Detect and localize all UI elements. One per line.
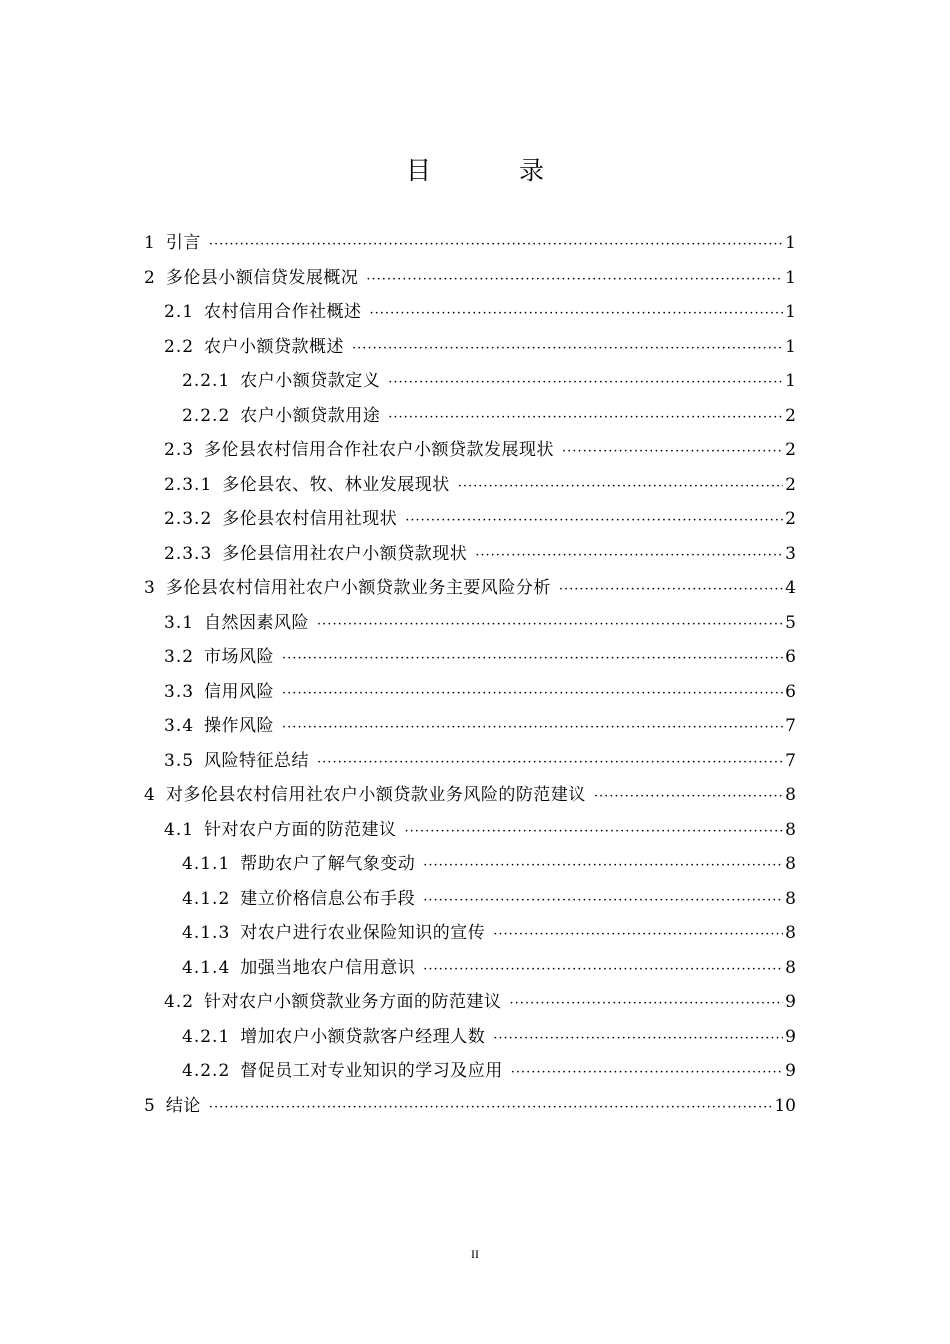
toc-entry-label: 风险特征总结	[204, 750, 310, 771]
toc-entry-page: 8	[785, 819, 796, 840]
toc-entry-number: 2.2	[164, 336, 195, 357]
toc-entry[interactable]	[144, 1054, 796, 1089]
toc-entry-label: 结论	[165, 1095, 201, 1116]
toc-entry-number: 4.1.1	[182, 854, 231, 874]
toc-entry-label: 多伦县农、牧、林业发展现状	[222, 474, 450, 495]
toc-entry-page: 7	[785, 716, 796, 736]
toc-dot-leader	[475, 539, 783, 574]
toc-entry[interactable]	[144, 468, 796, 503]
toc-entry[interactable]	[144, 330, 796, 365]
toc-entry-page: 1	[785, 302, 796, 322]
toc-entry-number: 2.3.3	[164, 543, 213, 564]
toc-entry-label: 对多伦县农村信用社农户小额贷款业务风险的防范建议	[165, 785, 586, 805]
toc-entry-number: 2.2.2	[182, 405, 231, 426]
toc-entry-page: 1	[785, 336, 796, 357]
toc-entry-label: 建立价格信息公布手段	[240, 888, 416, 909]
toc-dot-leader	[282, 711, 783, 746]
toc-entry-page: 8	[785, 888, 796, 909]
toc-entry[interactable]	[144, 261, 796, 296]
toc-entry-number: 3.2	[164, 647, 195, 667]
toc-entry[interactable]	[144, 606, 796, 641]
toc-entry-label: 多伦县农村信用社农户小额贷款业务主要风险分析	[165, 578, 551, 598]
toc-entry-page: 8	[785, 854, 796, 874]
toc-dot-leader	[317, 746, 783, 781]
toc-entry-page: 9	[785, 1026, 796, 1047]
toc-entry-label: 市场风险	[204, 647, 275, 667]
toc-entry-number: 2.3.2	[164, 509, 213, 529]
toc-entry-page: 8	[785, 785, 796, 805]
toc-entry-number: 3.1	[164, 612, 195, 633]
toc-entry-label: 农村信用合作社概述	[204, 302, 362, 322]
table-of-contents	[144, 226, 796, 1123]
toc-entry-number: 3.3	[164, 681, 195, 702]
toc-entry-number: 4.1.2	[182, 888, 231, 909]
toc-entry-label: 帮助农户了解气象变动	[240, 854, 416, 874]
toc-entry-page: 1	[785, 267, 796, 288]
toc-entry[interactable]	[144, 778, 796, 813]
toc-entry-label: 农户小额贷款定义	[240, 371, 381, 391]
toc-entry-label: 多伦县农村信用合作社农户小额贷款发展现状	[204, 440, 555, 460]
toc-entry[interactable]	[144, 675, 796, 710]
toc-entry-number: 2.3	[164, 440, 195, 460]
toc-entry-number: 4.1	[164, 819, 195, 840]
toc-dot-leader	[352, 332, 783, 367]
toc-entry[interactable]	[144, 502, 796, 537]
toc-entry-label: 操作风险	[204, 716, 275, 736]
toc-entry-page: 4	[785, 578, 796, 598]
toc-entry-number: 4.1.4	[182, 957, 231, 978]
toc-dot-leader	[423, 849, 783, 884]
toc-entry-label: 农户小额贷款用途	[240, 405, 381, 426]
toc-entry-label: 自然因素风险	[204, 612, 310, 633]
toc-entry-label: 针对农户方面的防范建议	[204, 819, 397, 840]
toc-entry-label: 引言	[165, 233, 201, 253]
toc-entry[interactable]	[144, 364, 796, 399]
toc-entry-page: 2	[785, 440, 796, 460]
toc-dot-leader	[562, 435, 783, 470]
toc-dot-leader	[405, 815, 784, 850]
toc-entry-label: 信用风险	[204, 681, 275, 702]
toc-entry-number: 1	[144, 233, 156, 253]
toc-entry-number: 3.4	[164, 716, 195, 736]
toc-entry[interactable]	[144, 744, 796, 779]
toc-dot-leader	[209, 1091, 773, 1126]
toc-entry-label: 多伦县信用社农户小额贷款现状	[222, 543, 468, 564]
toc-entry-page: 3	[785, 543, 796, 564]
toc-entry-page: 2	[785, 509, 796, 529]
toc-dot-leader	[388, 401, 783, 436]
toc-entry-page: 5	[785, 612, 796, 633]
toc-entry-number: 3.5	[164, 750, 195, 771]
toc-dot-leader	[559, 573, 783, 608]
toc-dot-leader	[493, 1022, 783, 1057]
toc-entry[interactable]	[144, 916, 796, 951]
toc-entry-number: 4.2.2	[182, 1061, 231, 1081]
toc-entry-number: 4.2.1	[182, 1026, 231, 1047]
toc-entry[interactable]	[144, 882, 796, 917]
toc-entry-label: 加强当地农户信用意识	[240, 957, 416, 978]
toc-entry[interactable]	[144, 847, 796, 882]
toc-dot-leader	[209, 228, 783, 263]
toc-entry-page: 9	[785, 992, 796, 1012]
toc-dot-leader	[317, 608, 783, 643]
toc-entry-number: 2.3.1	[164, 474, 213, 495]
toc-entry-page: 1	[785, 233, 796, 253]
toc-dot-leader	[493, 918, 783, 953]
toc-dot-leader	[370, 297, 784, 332]
toc-dot-leader	[366, 263, 783, 298]
toc-entry[interactable]	[144, 226, 796, 261]
toc-entry[interactable]	[144, 537, 796, 572]
toc-entry-number: 4	[144, 785, 156, 805]
toc-entry-label: 针对农户小额贷款业务方面的防范建议	[204, 992, 502, 1012]
toc-entry-number: 2	[144, 267, 156, 288]
toc-dot-leader	[510, 987, 784, 1022]
toc-entry[interactable]	[144, 1020, 796, 1055]
toc-entry[interactable]	[144, 951, 796, 986]
toc-entry-label: 对农户进行农业保险知识的宣传	[240, 923, 486, 943]
toc-entry-page: 2	[785, 474, 796, 495]
toc-entry-page: 2	[785, 405, 796, 426]
toc-dot-leader	[388, 366, 783, 401]
toc-dot-leader	[282, 642, 783, 677]
toc-entry-number: 2.2.1	[182, 371, 231, 391]
toc-dot-leader	[423, 953, 783, 988]
toc-dot-leader	[511, 1056, 783, 1091]
toc-entry-label: 农户小额贷款概述	[204, 336, 345, 357]
toc-entry-number: 4.1.3	[182, 923, 231, 943]
toc-entry[interactable]	[144, 295, 796, 330]
toc-entry[interactable]	[144, 640, 796, 675]
toc-entry[interactable]	[144, 433, 796, 468]
toc-entry[interactable]	[144, 813, 796, 848]
toc-entry-number: 3	[144, 578, 156, 598]
toc-entry[interactable]	[144, 985, 796, 1020]
toc-entry-page: 9	[785, 1061, 796, 1081]
toc-entry-number: 5	[144, 1095, 156, 1116]
toc-entry-page: 1	[785, 371, 796, 391]
toc-entry-page: 10	[774, 1095, 796, 1116]
toc-entry-page: 7	[785, 750, 796, 771]
toc-entry-page: 8	[785, 923, 796, 943]
toc-dot-leader	[594, 780, 783, 815]
toc-dot-leader	[458, 470, 783, 505]
toc-entry-label: 督促员工对专业知识的学习及应用	[240, 1061, 503, 1081]
toc-entry-label: 增加农户小额贷款客户经理人数	[240, 1026, 486, 1047]
toc-entry-page: 6	[785, 647, 796, 667]
toc-entry-label: 多伦县小额信贷发展概况	[165, 267, 359, 288]
toc-entry-number: 2.1	[164, 302, 195, 322]
toc-entry-label: 多伦县农村信用社现状	[222, 509, 398, 529]
page-title: 目录	[405, 156, 632, 185]
toc-entry[interactable]	[144, 399, 796, 434]
toc-dot-leader	[282, 677, 783, 712]
toc-entry[interactable]	[144, 1089, 796, 1124]
toc-entry-page: 8	[785, 957, 796, 978]
toc-entry[interactable]	[144, 709, 796, 744]
toc-entry-number: 4.2	[164, 992, 195, 1012]
toc-entry[interactable]	[144, 571, 796, 606]
page-number: II	[471, 1247, 479, 1261]
toc-dot-leader	[405, 504, 783, 539]
toc-dot-leader	[423, 884, 783, 919]
toc-entry-page: 6	[785, 681, 796, 702]
